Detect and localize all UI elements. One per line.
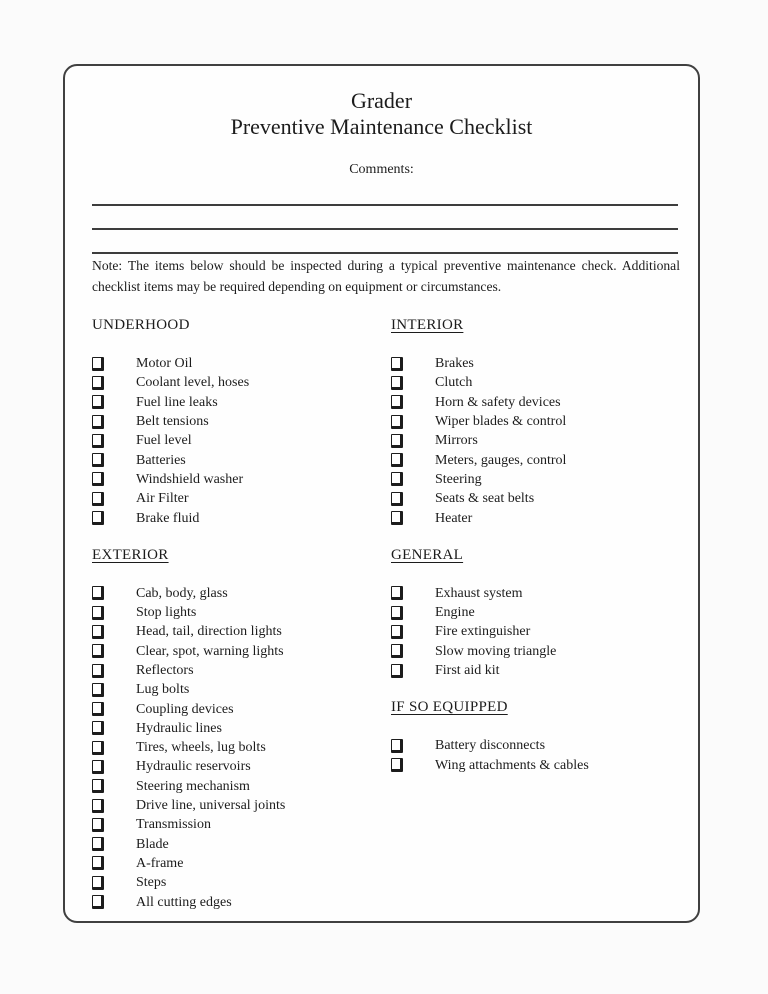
checklist-item [92,354,391,373]
comment-line[interactable] [92,204,678,206]
checkbox-icon[interactable] [391,395,403,409]
checkbox-icon[interactable] [92,702,104,716]
checklist-item-label: Coupling devices [136,701,234,717]
checklist-item [391,393,690,412]
checklist-item-label: Engine [435,605,475,621]
section-heading: EXTERIOR [92,546,169,563]
checklist-item-label: Seats & seat belts [435,491,535,507]
page-title-line1: Grader [350,88,413,113]
checklist-columns [92,316,690,930]
checkbox-icon[interactable] [391,357,403,371]
checkbox-icon[interactable] [391,664,403,678]
checkbox-icon[interactable] [92,721,104,735]
checklist-item [391,470,690,489]
section-general [391,546,690,680]
checklist-item [92,757,391,776]
checklist-item-label: Steering [435,471,482,487]
checklist-item [391,412,690,431]
checklist-item-label: Clear, spot, warning lights [136,643,284,659]
checklist-item [391,373,690,392]
checklist-item [391,489,690,508]
checkbox-icon[interactable] [92,856,104,870]
checklist-item-label: Batteries [136,452,186,468]
checklist-item-label: Heater [435,510,473,526]
checklist-item [92,661,391,680]
checklist-item [92,373,391,392]
checklist-item-label: Air Filter [136,491,189,507]
checkbox-icon[interactable] [92,606,104,620]
checklist-item-label: Meters, gauges, control [435,452,567,468]
checklist-item [92,603,391,622]
checkbox-icon[interactable] [92,741,104,755]
checklist-page [63,64,700,923]
checklist-item-label: Wing attachments & cables [435,757,589,773]
comment-line[interactable] [92,252,678,254]
checkbox-icon[interactable] [92,799,104,813]
checklist-item-label: Fire extinguisher [435,624,531,640]
section-if-so-equipped [391,698,690,775]
checklist-item [92,470,391,489]
checkbox-icon[interactable] [92,453,104,467]
checkbox-icon[interactable] [391,758,403,772]
checklist-item-label: Fuel line leaks [136,394,218,410]
checklist-item-label: Windshield washer [136,471,244,487]
checklist-item-label: Brake fluid [136,510,200,526]
checkbox-icon[interactable] [391,492,403,506]
section-interior [391,316,690,528]
checklist-item [92,622,391,641]
page-title-line2: Preventive Maintenance Checklist [230,114,533,139]
checkbox-icon[interactable] [92,837,104,851]
checkbox-icon[interactable] [92,586,104,600]
checklist-item-label: Steering mechanism [136,778,250,794]
comments-label: Comments: [349,162,414,177]
section-heading: UNDERHOOD [92,317,190,333]
note-text: Note: The items below should be inspected during a typical preventive maintenance check. Additional checklist items may be required depending on equipment or circumstances. [92,258,680,294]
checklist-item [391,661,690,680]
checklist-item [391,431,690,450]
checklist-item [92,680,391,699]
checklist-item [92,412,391,431]
checkbox-icon[interactable] [92,376,104,390]
comment-line[interactable] [92,228,678,230]
checklist-item [92,508,391,527]
checkbox-icon[interactable] [391,415,403,429]
checkbox-icon[interactable] [391,376,403,390]
checklist-item-label: First aid kit [435,663,500,678]
checklist-item-label: Motor Oil [136,356,193,372]
checkbox-icon[interactable] [92,760,104,774]
checklist-column-left [92,316,391,930]
checkbox-icon[interactable] [92,876,104,890]
checkbox-icon[interactable] [92,415,104,429]
checklist-item [92,431,391,450]
checklist-column-right [391,316,690,930]
checklist-item-label: Tires, wheels, lug bolts [136,740,266,756]
checkbox-icon[interactable] [391,644,403,658]
checklist-item-label: A-frame [136,855,184,871]
checklist-item-label: Brakes [435,356,474,372]
checklist-item [92,815,391,834]
checklist-item-label: Fuel level [136,433,192,449]
checklist-item [92,892,391,911]
checklist-item-label: Stop lights [136,605,197,621]
checkbox-icon[interactable] [391,739,403,753]
checklist-item-label: Drive line, universal joints [136,798,286,814]
section-underhood [92,316,391,528]
checklist-item [391,736,690,755]
checklist-item-label: Exhaust system [435,585,523,601]
checklist-item-label: All cutting edges [136,894,232,910]
checklist-item-label: Belt tensions [136,414,209,430]
checklist-item [391,755,690,774]
checkbox-icon[interactable] [92,625,104,639]
checkbox-icon[interactable] [391,453,403,467]
checkbox-icon[interactable] [92,395,104,409]
checkbox-icon[interactable] [391,606,403,620]
checkbox-icon[interactable] [391,511,403,525]
checkbox-icon[interactable] [92,895,104,909]
checklist-item [391,622,690,641]
checklist-item [92,835,391,854]
checklist-item [92,393,391,412]
checklist-item-label: Horn & safety devices [435,394,561,410]
checkbox-icon[interactable] [391,586,403,600]
checklist-item [92,642,391,661]
checkbox-icon[interactable] [92,644,104,658]
checklist-item-label: Blade [136,836,169,852]
checklist-item [391,450,690,469]
checklist-item-label: Hydraulic lines [136,720,222,736]
checklist-item [391,508,690,527]
checkbox-icon[interactable] [92,818,104,832]
checklist-item [92,777,391,796]
checklist-item-label: Mirrors [435,433,478,449]
checklist-item-label: Hydraulic reservoirs [136,759,251,775]
checkbox-icon[interactable] [92,492,104,506]
checklist-item-label: Head, tail, direction lights [136,624,282,640]
checklist-item [92,719,391,738]
checkbox-icon[interactable] [391,625,403,639]
checklist-item [92,854,391,873]
checklist-item [391,354,690,373]
checkbox-icon[interactable] [391,434,403,448]
section-exterior [92,546,391,912]
checkbox-icon[interactable] [92,683,104,697]
checklist-item [92,450,391,469]
section-heading: GENERAL [391,546,464,563]
section-heading: INTERIOR [391,317,464,333]
checkbox-icon[interactable] [92,664,104,678]
checklist-item [92,796,391,815]
checkbox-icon[interactable] [92,434,104,448]
checkbox-icon[interactable] [92,357,104,371]
checklist-item-label: Transmission [136,817,211,833]
checklist-item [92,873,391,892]
checklist-item [391,584,690,603]
section-heading: IF SO EQUIPPED [391,699,508,716]
checklist-item-label: Battery disconnects [435,738,546,754]
checklist-item [92,699,391,718]
checkbox-icon[interactable] [92,779,104,793]
checkbox-icon[interactable] [391,472,403,486]
checklist-item [92,489,391,508]
checklist-item-label: Lug bolts [136,682,190,698]
checklist-item [391,642,690,661]
checkbox-icon[interactable] [92,511,104,525]
checklist-item-label: Reflectors [136,663,194,678]
checklist-item [92,738,391,757]
checklist-item-label: Slow moving triangle [435,643,557,659]
checklist-item-label: Steps [136,875,167,891]
checklist-item-label: Cab, body, glass [136,585,228,601]
checkbox-icon[interactable] [92,472,104,486]
checklist-item [92,584,391,603]
checklist-item [391,603,690,622]
checklist-item-label: Wiper blades & control [435,414,567,430]
checklist-item-label: Coolant level, hoses [136,375,250,391]
checklist-item-label: Clutch [435,375,473,391]
